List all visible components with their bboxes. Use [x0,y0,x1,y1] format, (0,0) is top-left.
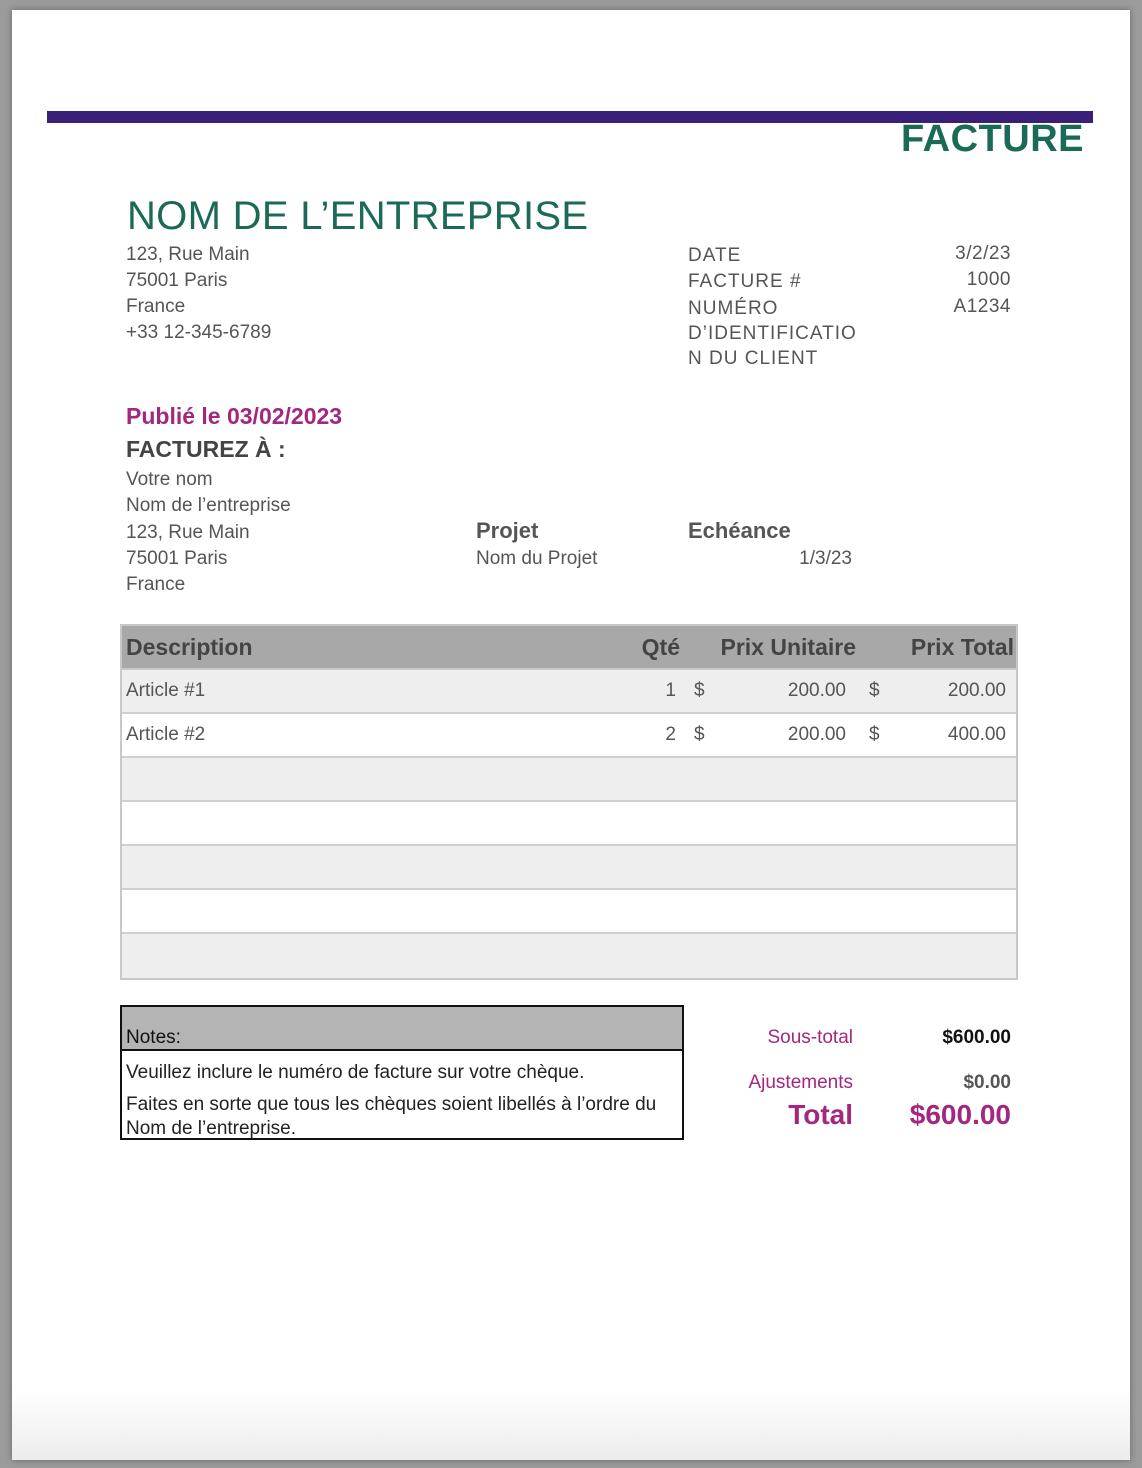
bill-to-line: 75001 Paris [126,548,228,569]
invoice-page [12,10,1130,1460]
adjustments-label: Ajustements [748,1072,853,1093]
table-row-empty [122,846,1016,890]
header-unit-price: Prix Unitaire [720,634,856,660]
client-id-label-line: N DU CLIENT [688,348,819,369]
table-row [122,670,1016,714]
currency-symbol: $ [694,680,705,701]
subtotal-value: $600.00 [942,1027,1011,1048]
table-row-empty [122,890,1016,934]
item-description: Article #2 [126,724,206,745]
notes-title: Notes: [126,1027,181,1048]
notes-line: Veuillez inclure le numéro de facture sur votre chèque. [126,1062,585,1083]
date-value: 3/2/23 [955,243,1011,264]
notes-box [120,1005,684,1140]
item-description: Article #1 [126,680,206,701]
header-qty: Qté [641,634,680,660]
item-total-price: 400.00 [947,724,1006,745]
company-address-line: France [126,296,186,317]
client-id-label-line: D’IDENTIFICATIO [688,323,857,344]
total-value: $600.00 [909,1099,1011,1130]
bill-to-line: 123, Rue Main [126,522,250,543]
item-total-price: 200.00 [947,680,1006,701]
client-id-value: A1234 [953,296,1011,317]
item-qty: 1 [665,680,676,701]
company-name: NOM DE L’ENTREPRISE [127,194,589,238]
currency-symbol: $ [869,724,880,745]
header-description: Description [126,634,253,660]
notes-line: Faites en sorte que tous les chèques soient libellés à l’ordre du [126,1094,657,1115]
table-row-empty [122,758,1016,802]
bill-to-title: FACTUREZ À : [126,436,286,462]
project-value: Nom du Projet [476,548,598,569]
published-date: Publié le 03/02/2023 [126,403,343,429]
date-label: DATE [688,245,742,266]
table-row-empty [122,802,1016,846]
company-address-line: 123, Rue Main [126,244,250,265]
bill-to-line: France [126,574,186,595]
notes-line: Nom de l’entreprise. [126,1118,297,1139]
client-id-label-line: NUMÉRO [688,298,779,319]
notes-header [122,1007,682,1051]
table-row [122,714,1016,758]
project-label: Projet [476,518,539,543]
invoice-number-label: FACTURE # [688,271,802,292]
items-table [120,624,1018,980]
header-total-price: Prix Total [910,634,1014,660]
company-phone: +33 12-345-6789 [126,322,272,343]
subtotal-label: Sous-total [767,1027,853,1048]
document-title: FACTURE [901,118,1084,160]
page-bottom-shading [12,1390,1130,1460]
table-row-empty [122,934,1016,978]
bill-to-line: Nom de l’entreprise [126,495,291,516]
due-date-label: Echéance [688,518,791,543]
total-label: Total [788,1099,853,1130]
item-qty: 2 [665,724,676,745]
item-unit-price: 200.00 [787,724,846,745]
due-date-value: 1/3/23 [799,548,852,569]
items-header-row [122,626,1016,670]
client-id-label [688,296,857,371]
bill-to-line: Votre nom [126,469,213,490]
adjustments-value: $0.00 [963,1072,1011,1093]
item-unit-price: 200.00 [787,680,846,701]
currency-symbol: $ [869,680,880,701]
currency-symbol: $ [694,724,705,745]
company-address-line: 75001 Paris [126,270,228,291]
invoice-number-value: 1000 [966,269,1011,290]
